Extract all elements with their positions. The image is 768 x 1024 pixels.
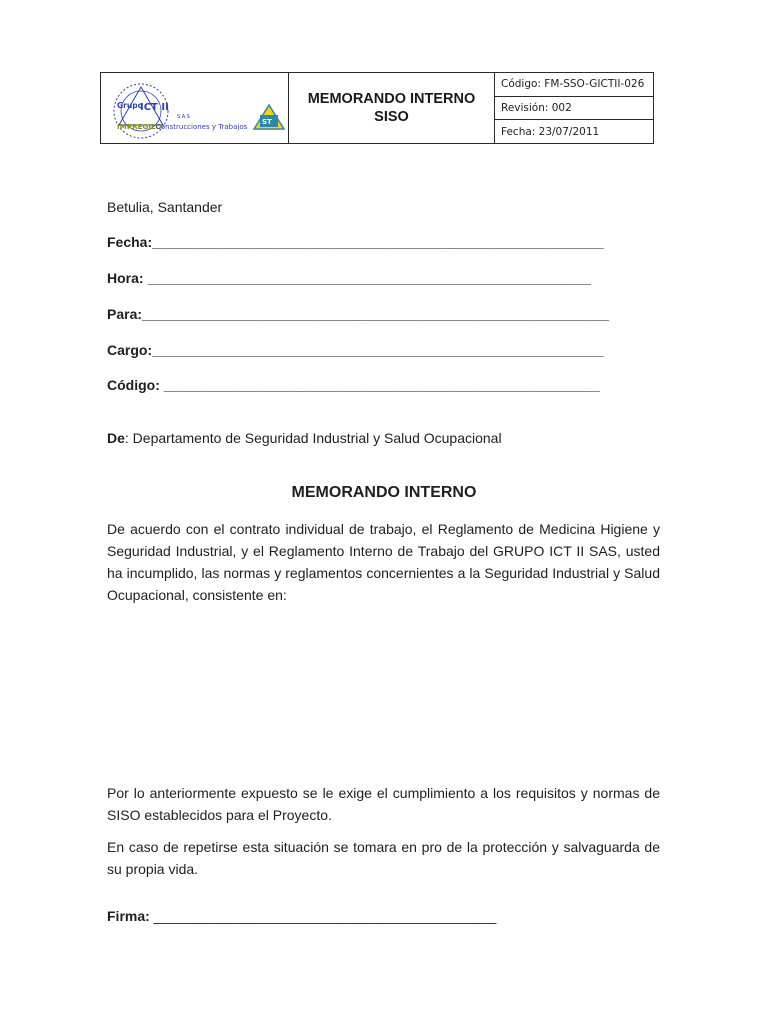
safety-badge-icon [254,105,284,129]
fecha-field: Fecha:__________________________________________________________ [107,234,604,250]
firma-signature-line: ____________________________________________ [149,908,497,924]
company-logo-cell [101,73,289,143]
codigo-field: Código: ________________________________________________________ [107,377,600,393]
logo-impregilo-text: IMPREGILO [117,122,162,131]
de-line [107,430,502,446]
cargo-field: Cargo:__________________________________________________________ [107,342,604,358]
logo-construcciones-text: Construcciones y Trabajos [156,123,248,131]
logo-ict-text: ICT II [140,102,169,113]
document-meta-cell [495,73,653,143]
firma-label: Firma: [107,908,150,924]
document-code: Código: FM-SSO-GICTII-026 [495,73,653,97]
firma-line [107,908,496,924]
document-revision: Revisión: 002 [495,97,653,121]
body-paragraph-2: Por lo anteriormente expuesto se le exige el cumplimiento a los requisitos y normas de SISO establecidos para el Proyecto. [107,785,660,823]
body-paragraph-3: En caso de repetirse esta situación se tomara en pro de la protección y salvaguarda de su propia vida. [107,839,660,877]
section-title: MEMORANDO INTERNO [291,484,477,501]
logo-sas-text: S.A.S [177,114,190,120]
memo-title-line1: MEMORANDO INTERNO [307,91,476,107]
hora-field: Hora: _________________________________________________________ [107,270,592,286]
badge-text: ST [262,118,272,126]
de-text: : Departamento de Seguridad Industrial y Salud Ocupacional [124,430,502,446]
company-logo [101,73,287,143]
logo-grupo-text: Grupo [117,101,143,110]
para-field: Para:____________________________________________________________ [107,306,610,322]
document-date: Fecha: 23/07/2011 [501,125,600,138]
memo-title-line2: SISO [374,109,409,125]
document-header [100,72,654,144]
de-label: De [107,430,125,446]
location-text: Betulia, Santander [107,199,223,215]
memo-title-cell [289,73,495,143]
body-paragraph-1: De acuerdo con el contrato individual de trabajo, el Reglamento de Medicina Higiene y Seguridad Industrial, y el Reglamento Interno de Trabajo del GRUPO ICT II SAS, usted ha incumplido, las normas y reglamentos concernientes a la Seguridad Industrial y Salud Ocupacional, consistente en: [107,521,660,603]
